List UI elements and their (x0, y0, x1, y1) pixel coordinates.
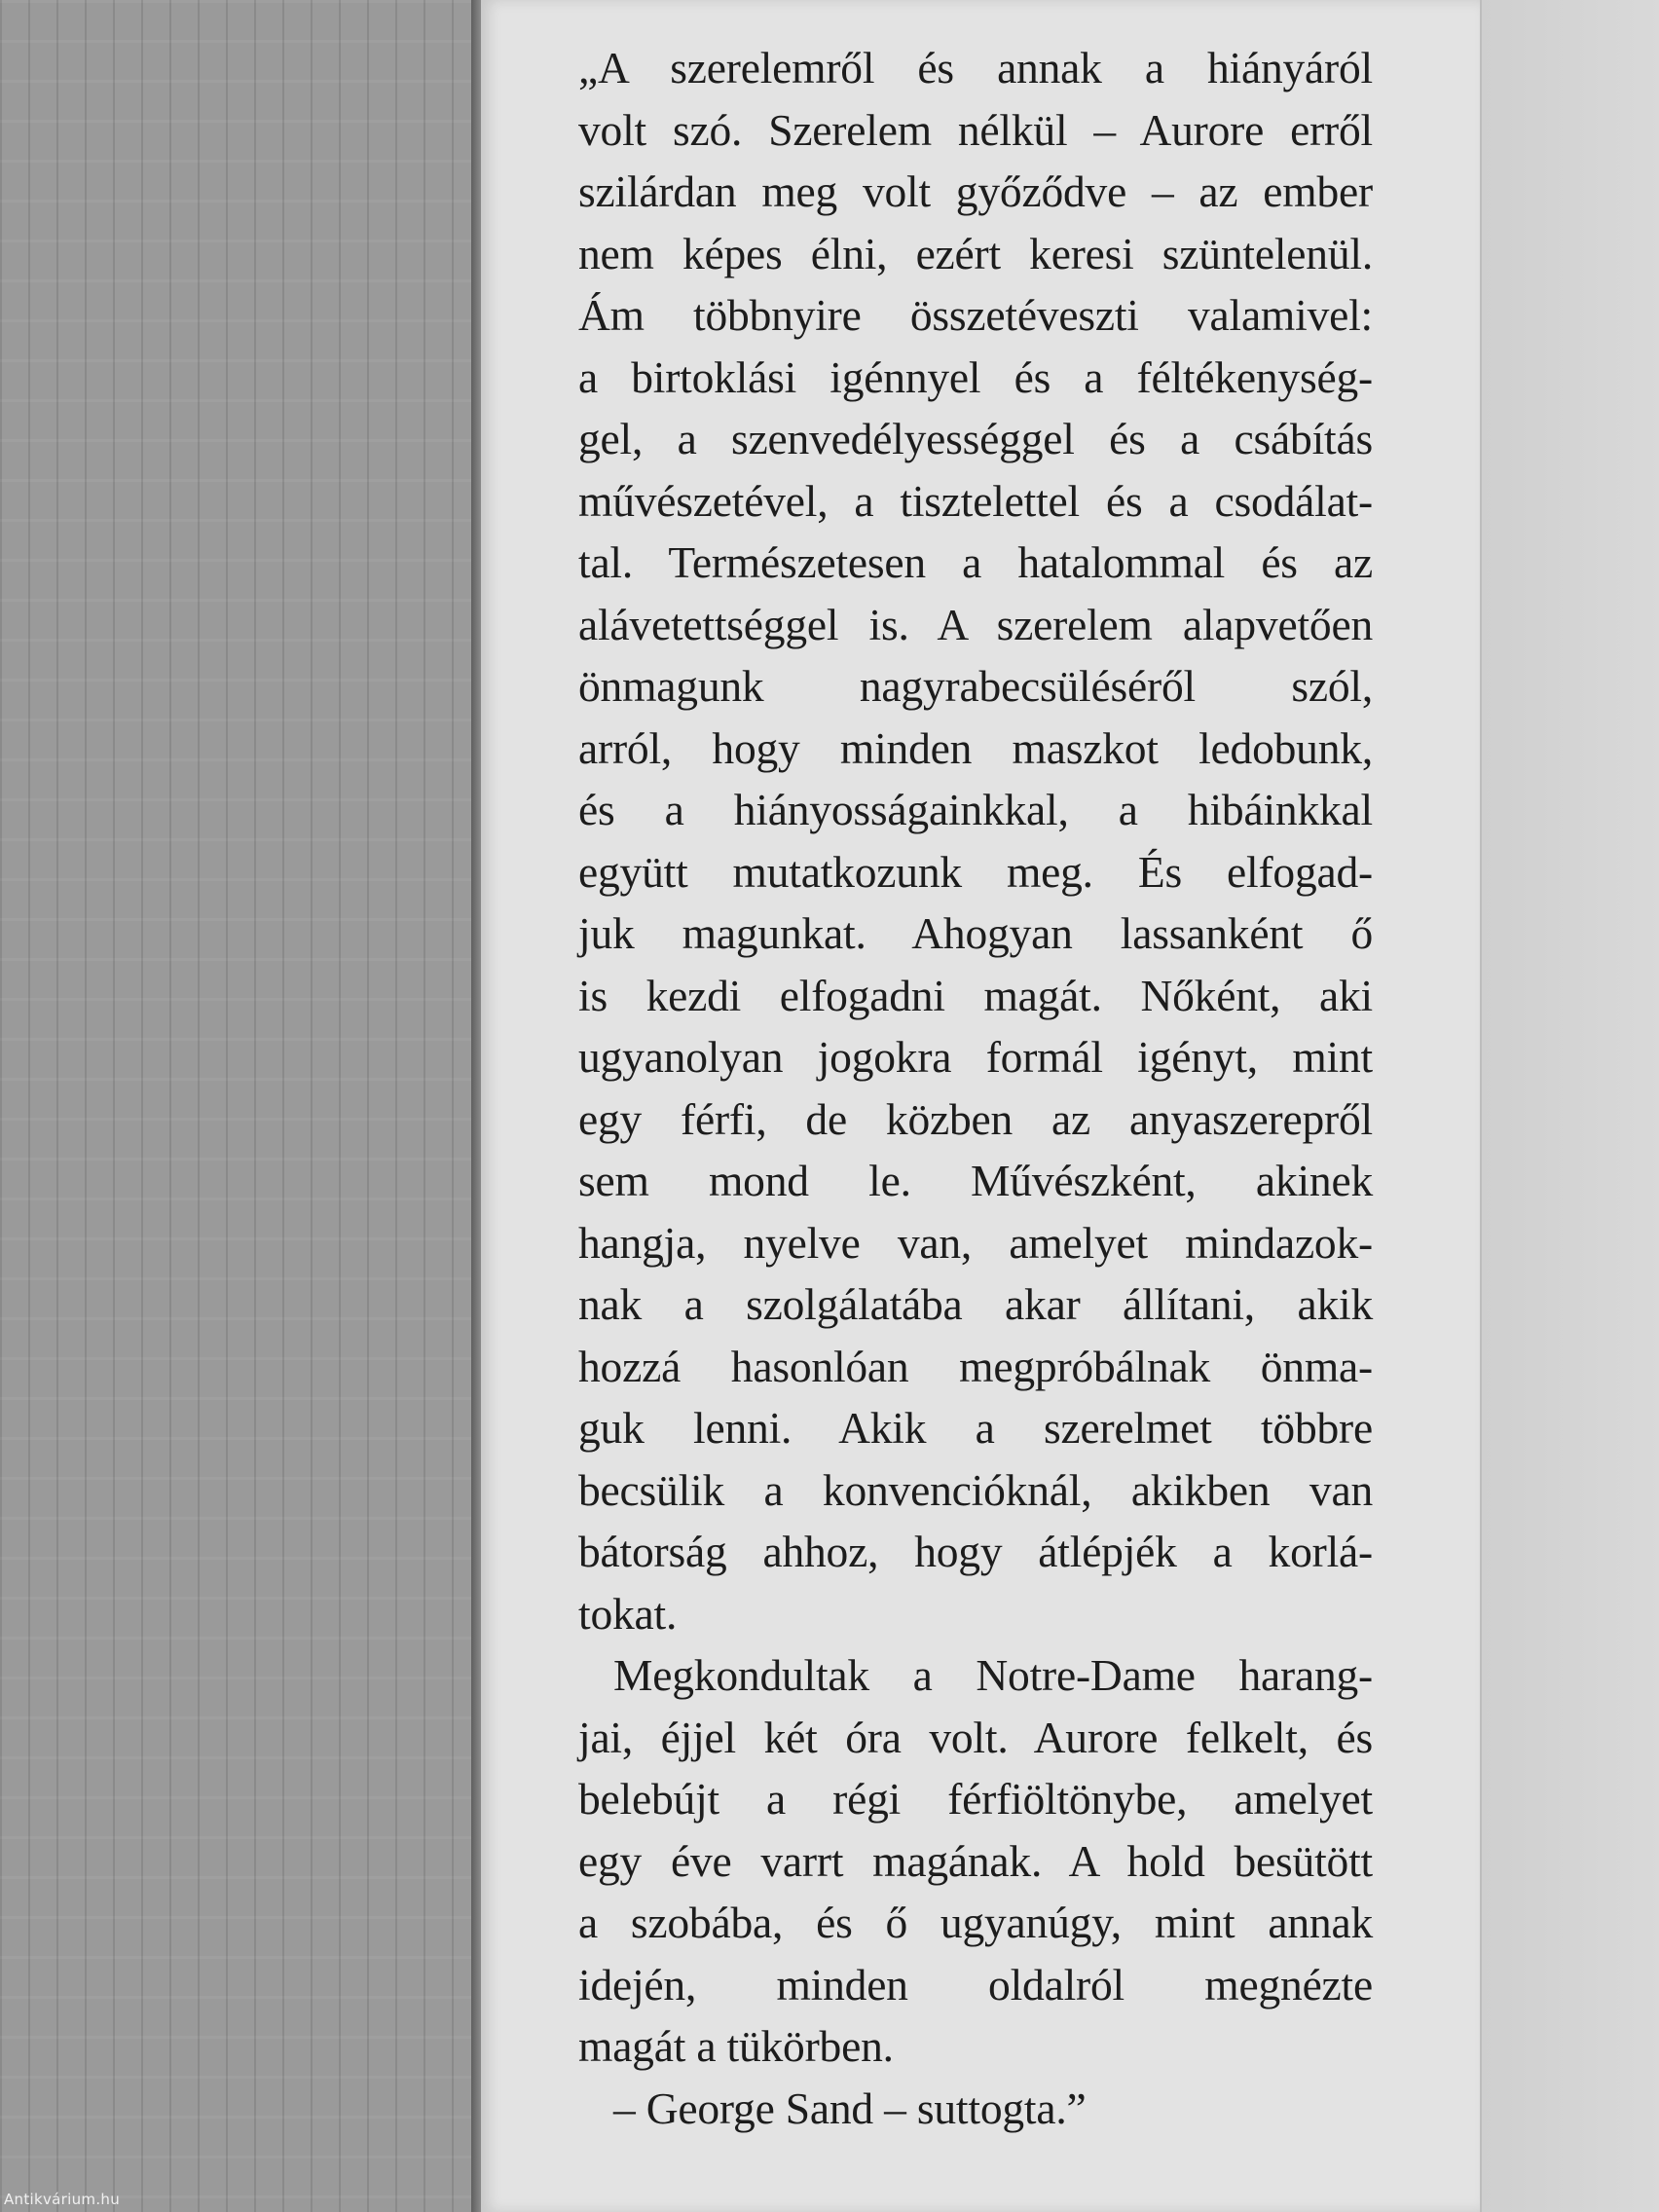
watermark: Antikvárium.hu (4, 2191, 121, 2208)
text-line: magát a tükörben. (578, 2021, 894, 2071)
text-line: hozzá hasonlóan megpróbálnak önma- (578, 1341, 1373, 1391)
text-line: és a hiányosságainkkal, a hibáinkkal (578, 785, 1373, 834)
text-line: arról, hogy minden maszkot ledobunk, (578, 722, 1373, 773)
blurb-text (578, 37, 1373, 2139)
text-line: belebújt a régi férfiöltönybe, amelyet (578, 1774, 1373, 1824)
wood-background (0, 0, 471, 2212)
text-line: szilárdan meg volt győződve – az ember (578, 166, 1373, 216)
text-line: is kezdi elfogadni magát. Nőként, aki (578, 970, 1373, 1020)
text-line: „A szerelemről és annak a hiányáról (578, 43, 1373, 92)
text-line: művészetével, a tisztelettel és a csodálat- (578, 475, 1373, 526)
text-line: guk lenni. Akik a szerelmet többre (578, 1403, 1373, 1453)
text-line: bátorság ahhoz, hogy átlépjék a korlá- (578, 1527, 1373, 1576)
page-shadow-gap (471, 0, 481, 2212)
text-line: tokat. (578, 1588, 678, 1639)
text-line: egy éve varrt magának. A hold besütött (578, 1835, 1373, 1886)
text-line: Ám többnyire összetéveszti valamivel: (578, 290, 1373, 340)
text-line: idején, minden oldalról megnézte (578, 1959, 1373, 2009)
right-background (1480, 0, 1659, 2212)
text-line: tal. Természetesen a hatalommal és az (578, 537, 1373, 587)
text-line: nem képes élni, ezért keresi szüntelenül. (578, 228, 1373, 278)
text-line: alávetettséggel is. A szerelem alapvetően (578, 599, 1373, 649)
text-line: gel, a szenvedélyességgel és a csábítás (578, 414, 1373, 463)
text-line: a szobába, és ő ugyanúgy, mint annak (578, 1898, 1373, 1947)
text-line: jai, éjjel két óra volt. Aurore felkelt, és (578, 1712, 1373, 1762)
text-line: nak a szolgálatába akar állítani, akik (578, 1279, 1373, 1329)
text-line: ugyanolyan jogokra formál igényt, mint (578, 1032, 1373, 1082)
text-line: volt szó. Szerelem nélkül – Aurore erről (578, 104, 1373, 155)
text-line: becsülik a konvencióknál, akikben van (578, 1464, 1373, 1515)
text-line: egy férfi, de közben az anyaszerepről (578, 1093, 1373, 1144)
text-line: a birtoklási igénnyel és a féltékenység- (578, 351, 1373, 402)
text-line: Megkondultak a Notre-Dame harang- (613, 1650, 1373, 1700)
text-line: sem mond le. Művészként, akinek (578, 1156, 1373, 1205)
text-line: hangja, nyelve van, amelyet mindazok- (578, 1217, 1373, 1268)
text-line: juk magunkat. Ahogyan lassanként ő (578, 908, 1373, 958)
text-line: önmagunk nagyrabecsüléséről szól, (578, 661, 1373, 711)
text-line: – George Sand – suttogta.” (613, 2083, 1087, 2133)
text-line: együtt mutatkozunk meg. És elfogad- (578, 846, 1373, 897)
